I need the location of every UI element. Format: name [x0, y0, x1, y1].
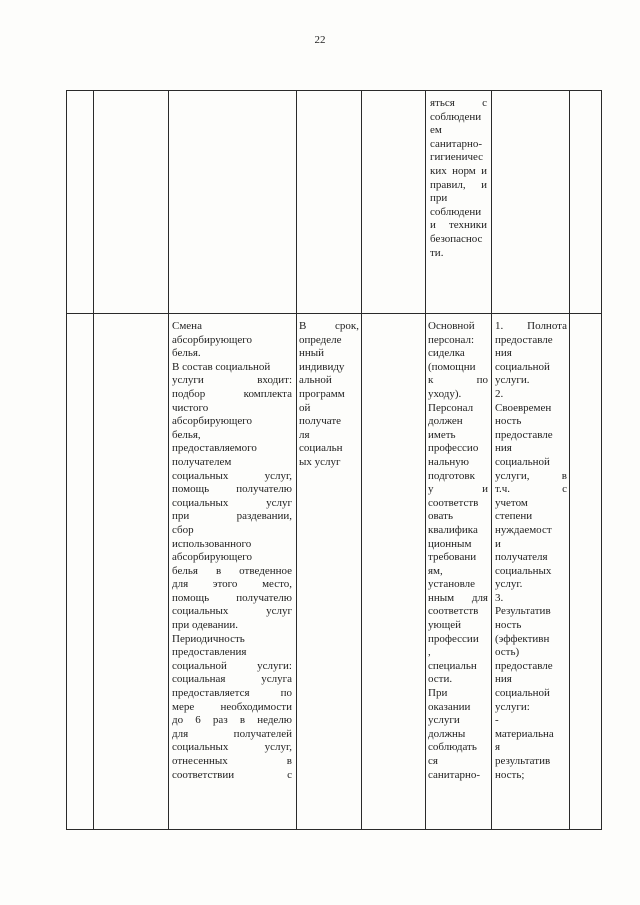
text-line: ность;	[495, 768, 525, 781]
text-line: абсорбирующего	[172, 551, 253, 564]
text-line: ям,	[428, 564, 443, 577]
text-line: абсорбирующего	[172, 333, 253, 346]
text-line: белья.	[172, 347, 201, 360]
text-line: определе	[299, 333, 342, 346]
text-line: помощь получателю	[172, 483, 292, 496]
text-line: Смена	[172, 320, 202, 332]
col-line-1	[93, 90, 94, 830]
text-line: При	[428, 687, 448, 700]
text-line: (эффективн	[495, 632, 550, 645]
text-line: ционным	[428, 537, 472, 550]
text-line: услуги, в	[495, 469, 567, 482]
row2-conditions-cell	[428, 320, 488, 782]
table-bottom-border	[66, 829, 602, 830]
col-line-2	[168, 90, 169, 830]
text-line: и техники	[430, 219, 487, 232]
text-line: получателя	[495, 551, 548, 564]
page-number: 22	[314, 34, 326, 46]
text-line: ость)	[495, 646, 520, 659]
text-line: ,	[428, 646, 431, 659]
text-line: предоставле	[495, 333, 553, 346]
text-line: социальной	[495, 360, 550, 373]
text-line: и	[495, 537, 501, 550]
text-line: безопаснос	[430, 232, 483, 245]
text-line: Результатив	[495, 605, 551, 618]
text-line: абсорбирующего	[172, 415, 253, 428]
text-line: гигиеничес	[430, 151, 484, 164]
text-line: мере необходимости	[172, 700, 292, 713]
text-line: соответств	[428, 605, 479, 618]
text-line: установле	[428, 578, 476, 591]
text-line: социальных услуг,	[172, 741, 292, 754]
text-line: ости.	[428, 673, 453, 686]
text-line: Своевремен	[495, 401, 552, 414]
text-line: социальных услуг	[172, 496, 292, 509]
text-line: санитарно-	[428, 768, 481, 781]
text-line: уходу).	[428, 387, 462, 400]
text-line: сиделка	[428, 347, 465, 360]
text-line: ния	[495, 442, 512, 455]
text-line: должны	[428, 727, 466, 740]
text-line: Периодичность	[172, 632, 245, 645]
text-line: овать	[428, 510, 453, 523]
text-line: белья в отведенное	[172, 564, 292, 577]
text-line: я	[495, 741, 501, 754]
row-divider	[66, 313, 602, 314]
text-line: яться с	[430, 97, 487, 109]
text-line: получателем	[172, 455, 232, 468]
table-top-border	[66, 90, 602, 91]
text-line: ля	[299, 428, 310, 441]
text-line: Основной	[428, 320, 475, 332]
text-line: соответствии с	[172, 768, 292, 781]
text-line: помощь получателю	[172, 591, 292, 604]
col-line-5	[425, 90, 426, 830]
text-line: профессии	[428, 632, 479, 645]
text-line: иметь	[428, 428, 456, 441]
text-line: нальную	[428, 455, 469, 468]
text-line: при	[430, 192, 448, 205]
text-line: оказании	[428, 700, 471, 713]
row1-safety-conditions-cell	[430, 97, 487, 260]
text-line: т.ч. с	[495, 483, 567, 496]
text-line: ующей	[428, 619, 461, 632]
col-line-6	[491, 90, 492, 830]
text-line: услуг.	[495, 578, 523, 591]
text-line: индивиду	[299, 360, 345, 373]
text-line: материальна	[495, 727, 554, 740]
text-line: отнесенных в	[172, 755, 292, 767]
text-line: чистого	[172, 401, 209, 414]
text-line: учетом	[495, 496, 528, 509]
text-line: правил, и	[430, 178, 487, 191]
text-line: 3.	[495, 591, 504, 604]
text-line: предоставле	[495, 659, 553, 672]
text-line: до 6 раз в неделю	[172, 714, 292, 727]
text-line: при одевании.	[172, 619, 239, 632]
text-line: 2.	[495, 387, 504, 400]
row2-quality-indicators-cell	[495, 320, 567, 782]
text-line: нуждаемост	[495, 523, 552, 536]
text-line: -	[495, 714, 499, 727]
text-line: ых услуг	[299, 455, 341, 468]
text-line: соблюдать	[428, 741, 477, 754]
text-line: получате	[299, 415, 342, 428]
text-line: нным для	[428, 591, 488, 604]
text-line: соответств	[428, 496, 479, 509]
text-line: социальных	[495, 564, 552, 577]
text-line: предоставляемого	[172, 442, 257, 455]
col-line-3	[296, 90, 297, 830]
text-line: к по	[428, 374, 488, 387]
text-line: социальн	[299, 442, 343, 455]
text-line: услуги	[428, 714, 460, 727]
row2-service-description-cell	[172, 320, 292, 782]
text-line: социальной	[495, 687, 550, 700]
text-line: при раздевании,	[172, 510, 292, 523]
text-line: для получателей	[172, 727, 292, 740]
text-line: предоставле	[495, 428, 553, 441]
text-line: В состав социальной	[172, 360, 271, 373]
text-line: квалифика	[428, 523, 478, 536]
text-line: ся	[428, 755, 438, 767]
text-line: специальн	[428, 659, 477, 672]
text-line: у и	[428, 483, 488, 496]
text-line: должен	[428, 415, 463, 428]
text-line: санитарно-	[430, 137, 483, 150]
text-line: результатив	[495, 755, 551, 767]
text-line: 1. Полнота	[495, 320, 567, 332]
text-line: ой	[299, 401, 311, 414]
text-line: требовани	[428, 551, 477, 564]
text-line: предоставления	[172, 646, 247, 659]
text-line: ких норм и	[430, 164, 487, 177]
text-line: ния	[495, 673, 512, 686]
text-line: подбор комплекта	[172, 387, 292, 400]
text-line: ность	[495, 619, 522, 632]
text-line: нный	[299, 347, 325, 360]
text-line: сбор	[172, 523, 194, 536]
text-line: предоставляется по	[172, 687, 292, 700]
col-line-7	[569, 90, 570, 830]
text-line: услуги:	[495, 700, 530, 713]
text-line: соблюдени	[430, 110, 482, 123]
text-line: социальной услуги:	[172, 659, 292, 672]
col-line-0	[66, 90, 67, 830]
row2-term-cell	[299, 320, 359, 470]
text-line: персонал:	[428, 333, 475, 346]
text-line: профессио	[428, 442, 479, 455]
text-line: услуги.	[495, 374, 530, 387]
text-line: социальных услуг,	[172, 469, 292, 482]
text-line: ем	[430, 124, 442, 137]
text-line: подготовк	[428, 469, 475, 482]
text-line: для этого место,	[172, 578, 292, 591]
text-line: В срок,	[299, 320, 359, 332]
text-line: использованного	[172, 537, 252, 550]
text-line: Персонал	[428, 401, 474, 414]
text-line: социальная услуга	[172, 673, 292, 686]
text-line: соблюдени	[430, 205, 482, 218]
text-line: ния	[495, 347, 512, 360]
text-line: белья,	[172, 428, 201, 441]
text-line: социальной	[495, 455, 550, 468]
text-line: ти.	[430, 246, 444, 259]
text-line: степени	[495, 510, 533, 523]
text-line: альной	[299, 374, 332, 387]
col-line-4	[361, 90, 362, 830]
text-line: ность	[495, 415, 522, 428]
text-line: социальных услуг	[172, 605, 292, 618]
text-line: программ	[299, 387, 345, 400]
text-line: услуги входит:	[172, 374, 292, 387]
text-line: (помощни	[428, 360, 476, 373]
col-line-8	[601, 90, 602, 830]
